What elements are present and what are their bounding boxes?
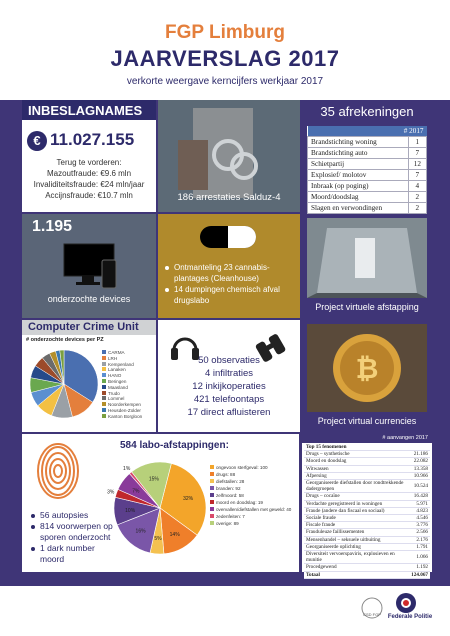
lab-legend-item <box>210 499 300 506</box>
top15-row-label: Drugs – cocaïne <box>304 493 409 500</box>
settlements-row-value: 2 <box>408 203 426 214</box>
surveillance-panel <box>158 320 300 432</box>
ccu-title: Computer Crime Unit <box>28 321 139 333</box>
ccu-legend-item <box>102 414 156 420</box>
lab-title: 584 labo-afstappingen: <box>120 440 229 451</box>
top15-row <box>304 543 430 550</box>
ccu-legend-swatch <box>102 362 106 366</box>
settlements-row-label: Inbraak (op poging) <box>308 181 409 192</box>
top15-row-label: Georganiseerde oplichting <box>304 543 409 550</box>
ccu-legend-swatch <box>102 350 106 354</box>
settlements-row-label: Explosief/ molotov <box>308 170 409 181</box>
federal-police-logo <box>395 592 417 614</box>
forensics-item-1: 56 autopsies <box>40 510 120 521</box>
pill-icon <box>198 222 260 252</box>
top15-row <box>304 515 430 522</box>
ccu-legend-label: Beringen <box>108 378 127 384</box>
settlements-row-label: Schietpartij <box>308 159 409 170</box>
surveillance-line-2: 4 infiltraties <box>204 368 254 379</box>
settlements-row-label: Slagen en verwondingen <box>308 203 409 214</box>
surveillance-line-5: 17 direct afluisteren <box>187 407 271 418</box>
top15-header-right: # aanvangen 2017 <box>382 435 428 441</box>
top15-row-label: Georganiseerde diefstallen door rondtrekkende dadergroepen <box>304 480 409 493</box>
ccu-legend <box>102 350 156 420</box>
top15-row <box>304 480 430 493</box>
settlements-row-value: 2 <box>408 192 426 203</box>
top15-row <box>304 458 430 465</box>
top15-row <box>304 493 430 500</box>
top15-row-label: Diversiteit vervoerspaviris, explosieven en munitie <box>304 551 409 564</box>
top15-row <box>304 465 430 472</box>
top15-row-label: Procedgewend <box>304 564 409 571</box>
top15-row-value: 22.082 <box>409 458 430 465</box>
cannabis-panel <box>158 214 300 318</box>
arrests-caption: 186 arrestaties Salduz-4 <box>177 192 281 203</box>
lab-pie-label: 14% <box>169 532 180 539</box>
lab-legend-label: zedenfeiten: 7 <box>216 514 245 519</box>
forensics-item-3: 1 dark number moord <box>40 543 120 565</box>
lab-legend-label: branden: 92 <box>216 486 241 491</box>
virtual-currencies-panel <box>302 320 432 432</box>
ccu-legend-swatch <box>102 385 106 389</box>
lab-pie-chart <box>107 458 210 558</box>
report-subtitle: verkorte weergave kerncijfers werkjaar 2017 <box>126 76 324 87</box>
top15-header-left: Top 15 fenomenen <box>304 444 409 451</box>
report-title: JAARVERSLAG 2017 <box>110 46 340 71</box>
top15-row <box>304 451 430 458</box>
top15-row-label: Fraude (andere dan fiscaal en sociaal) <box>304 507 409 514</box>
top15-panel <box>302 434 432 578</box>
lab-legend-swatch <box>210 521 214 525</box>
ccu-panel <box>22 320 156 432</box>
settlements-row-value: 7 <box>408 170 426 181</box>
org-name: FGP Limburg <box>165 22 285 43</box>
settlements-row <box>308 159 427 170</box>
virtual-search-caption: Project virtuele afstapping <box>315 302 419 312</box>
lab-legend-item <box>210 513 300 520</box>
ccu-legend-swatch <box>102 373 106 377</box>
lab-legend-swatch <box>210 479 214 483</box>
top15-row-label: Fiscale fraude <box>304 522 409 529</box>
top15-row-value: 10.524 <box>409 480 430 493</box>
ccu-legend-label: Kempenland <box>108 361 134 367</box>
lab-legend-label: moord en doodslag: 19 <box>216 500 263 505</box>
top15-row-value: 1.791 <box>409 543 430 550</box>
top15-row-value: 10.966 <box>409 472 430 479</box>
surveillance-line-4: 421 telefoontaps <box>193 394 265 405</box>
top15-row-label: Verdachte geregistreerd in woningen <box>304 500 409 507</box>
settlements-row-label: Brandstichting woning <box>308 137 409 148</box>
top15-row <box>304 500 430 507</box>
top15-row <box>304 551 430 564</box>
ccu-legend-swatch <box>102 402 106 406</box>
lab-legend-label: diefstallen: 28 <box>216 479 245 484</box>
surveillance-list <box>158 354 300 419</box>
lab-legend-swatch <box>210 465 214 469</box>
settlements-row-label: Moord/doodslag <box>308 192 409 203</box>
top15-row-value: 2.176 <box>409 536 430 543</box>
settlements-row <box>308 170 427 181</box>
lab-legend-label: overvallen/diefstallen met geweld: 40 <box>216 507 292 512</box>
lab-legend-item <box>210 520 300 527</box>
top15-table <box>304 444 430 579</box>
surveillance-line-3: 12 inkijkoperaties <box>192 381 266 392</box>
seizures-title: INBESLAGNAMES <box>28 103 143 118</box>
ccu-legend-label: LRH <box>108 355 118 361</box>
surveillance-line-1: 50 observaties <box>198 355 260 366</box>
lab-pie-label: 5% <box>154 535 162 542</box>
top15-total-value: 124.067 <box>411 571 428 578</box>
lab-pie-label: 7% <box>132 488 140 495</box>
lab-pie-label: 3% <box>107 489 115 496</box>
ccu-legend-swatch <box>102 367 106 371</box>
devices-caption: onderzochte devices <box>47 294 131 304</box>
settlements-panel <box>302 100 432 212</box>
top15-row-label: Drugs – synthetische <box>304 451 409 458</box>
top15-row-value: 4.546 <box>409 515 430 522</box>
lab-legend-label: ongevoon sterfgeval: 100 <box>216 465 268 470</box>
computer-icon <box>62 242 122 292</box>
svg-text:₿: ₿ <box>355 353 379 384</box>
federal-police-label: Federale Politie <box>387 614 433 620</box>
top15-row-value: 21.186 <box>409 451 430 458</box>
lab-legend <box>210 464 300 527</box>
seizures-amount: 11.027.155 <box>50 130 135 149</box>
ccu-legend-label: CARMA <box>108 350 125 355</box>
settlements-table <box>307 126 427 214</box>
settlements-row <box>308 192 427 203</box>
ccu-legend-label: HANO <box>108 373 122 379</box>
top15-row-value: 13.358 <box>409 465 430 472</box>
forensics-list <box>30 510 120 565</box>
ccu-legend-label: Noorderkempen <box>108 402 141 408</box>
top15-row <box>304 529 430 536</box>
settlements-row-value: 1 <box>408 137 426 148</box>
ccu-legend-label: Kanton Borgloon <box>108 413 143 419</box>
lab-pie-label: 10% <box>125 508 136 515</box>
settlements-row-label: Brandstichting auto <box>308 148 409 159</box>
seizures-line4: Accijnsfraude: €10.7 mln <box>45 191 133 200</box>
settlements-row-value: 7 <box>408 148 426 159</box>
lab-legend-item <box>210 464 300 471</box>
settlements-title: 35 afrekeningen <box>320 104 414 119</box>
virtual-search-panel <box>302 214 432 318</box>
bitcoin-image <box>307 324 427 412</box>
ccu-legend-swatch <box>102 379 106 383</box>
top15-row-label: Witwassen <box>304 465 409 472</box>
ccu-legend-swatch <box>102 408 106 412</box>
lab-pie-label: 1% <box>123 466 131 473</box>
csd-label: CSD FGP <box>363 612 381 617</box>
cannabis-item-1: Ontmanteling 23 cannabis-plantages (Cleanhouse) <box>174 262 298 284</box>
ccu-legend-label: Lanaken <box>108 367 126 373</box>
seizures-line3: Invaliditeitsfraude: €24 mln/jaar <box>33 180 145 189</box>
top15-row-value: 1.192 <box>409 564 430 571</box>
top15-row <box>304 536 430 543</box>
top15-row-value: 16.428 <box>409 493 430 500</box>
lab-legend-label: drugs: 88 <box>216 472 236 477</box>
settlements-row-value: 4 <box>408 181 426 192</box>
lab-pie-label: 32% <box>183 495 194 502</box>
seizures-line2: Mazoutfraude: €9.6 mln <box>46 169 132 178</box>
top15-row-value: 1.066 <box>409 551 430 564</box>
top15-row-label: Mensenhandel – seksuele uitbuiting <box>304 536 409 543</box>
settlements-row <box>308 137 427 148</box>
settlements-row <box>308 181 427 192</box>
fingerprint-icon <box>36 442 80 500</box>
seizures-line1: Terug te vorderen: <box>56 158 122 167</box>
settlements-row <box>308 203 427 214</box>
lab-legend-swatch <box>210 493 214 497</box>
lab-legend-item <box>210 492 300 499</box>
settlements-row-value: 12 <box>408 159 426 170</box>
lab-legend-item <box>210 506 300 513</box>
virtual-currencies-caption: Project virtual currencies <box>317 416 417 426</box>
forensics-panel <box>22 434 299 572</box>
ccu-legend-label: Trudo <box>108 390 120 396</box>
ccu-legend-swatch <box>102 391 106 395</box>
cannabis-item-2: 14 dumpingen chemisch afval drugslabo <box>174 284 298 306</box>
lab-pie-label: 15% <box>148 476 159 483</box>
settlements-row <box>308 148 427 159</box>
lab-legend-label: overige: 89 <box>216 521 239 526</box>
ccu-legend-label: Maasland <box>108 384 128 390</box>
top15-row-value: 5.971 <box>409 500 430 507</box>
ccu-legend-swatch <box>102 414 106 418</box>
top15-row-label: Moord en doodslag <box>304 458 409 465</box>
cannabis-list <box>164 262 298 306</box>
top15-row <box>304 564 430 571</box>
lab-legend-item <box>210 471 300 478</box>
seizures-panel <box>22 100 156 212</box>
lab-legend-label: zelfmoord: 58 <box>216 493 244 498</box>
arrests-panel <box>158 100 300 212</box>
ccu-legend-label: Heusden-Zolder <box>108 407 141 413</box>
devices-panel <box>22 214 156 318</box>
lab-legend-swatch <box>210 472 214 476</box>
forensics-item-2: 814 voorwerpen op sporen onderzocht <box>40 521 120 543</box>
ccu-pie-chart <box>28 348 100 420</box>
ccu-chart-title: # onderzochte devices per PZ <box>26 337 104 343</box>
euro-icon: € <box>27 131 47 151</box>
top15-row <box>304 507 430 514</box>
devices-count: 1.195 <box>32 218 73 235</box>
top15-row-value: 3.776 <box>409 522 430 529</box>
settlements-year-header: # 2017 <box>308 126 427 137</box>
lab-legend-swatch <box>210 486 214 490</box>
ccu-legend-swatch <box>102 396 106 400</box>
lab-legend-swatch <box>210 514 214 518</box>
lab-legend-item <box>210 478 300 485</box>
top15-row-value: 2.566 <box>409 529 430 536</box>
top15-row <box>304 522 430 529</box>
lab-legend-swatch <box>210 507 214 511</box>
top15-total-label: Totaal <box>304 571 409 578</box>
top15-row-value: 4.823 <box>409 507 430 514</box>
ccu-legend-swatch <box>102 356 106 360</box>
virtual-room-image <box>307 218 427 298</box>
top15-row-label: Afpersing <box>304 472 409 479</box>
top15-row-label: Frauduleuze faillissementen <box>304 529 409 536</box>
lab-legend-swatch <box>210 500 214 504</box>
lab-legend-item <box>210 485 300 492</box>
lab-pie-label: 16% <box>135 528 146 535</box>
top15-row-label: Sociale fraude <box>304 515 409 522</box>
ccu-legend-label: Lommel <box>108 396 125 402</box>
top15-row <box>304 472 430 479</box>
